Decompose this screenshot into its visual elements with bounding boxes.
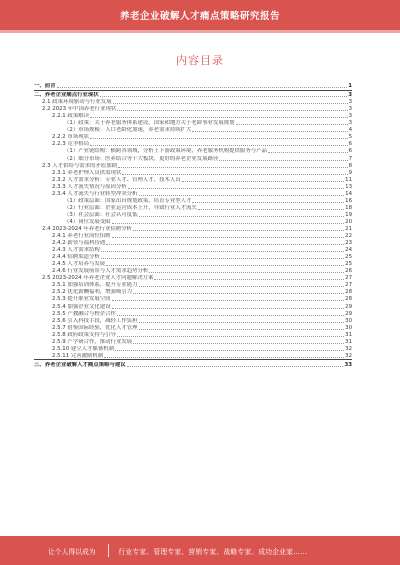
toc-entry[interactable] [34, 82, 352, 89]
toc-entry-text: 2.4.4 招聘渠道分析 [52, 254, 100, 261]
toc-entry-text: 2.5.11 完善激励机制 [52, 352, 104, 359]
toc-entry-text: 三、养老企业破解人才痛点策略与建议 [34, 361, 126, 368]
toc-leader-dots [115, 350, 344, 351]
toc-entry-text: （1）政策：关于养老服务体系建设，国家和地方关于老龄事业发展规划 [64, 120, 235, 127]
toc-entry[interactable] [34, 154, 352, 161]
toc-entry[interactable] [34, 295, 352, 302]
toc-entry[interactable] [34, 190, 352, 197]
toc-entry[interactable] [34, 119, 352, 126]
toc-leader-dots [236, 124, 348, 125]
toc-entry-text: 一、前言 [34, 83, 56, 90]
toc-entry-text: 2.5.9 产学研合作，推动行业发展 [52, 338, 133, 345]
toc-entry-text: 2.2.2 市场现状 [52, 134, 89, 141]
toc-entry-page: 16 [345, 197, 352, 204]
toc-entry-text: 2.5 2023-2024 年养老企业人才问题解决方案 [42, 275, 154, 282]
toc-entry-page: 30 [345, 324, 352, 331]
toc-entry-page: 32 [345, 345, 352, 352]
toc-entry[interactable] [34, 260, 352, 267]
toc-leader-dots [139, 322, 345, 323]
toc-entry[interactable] [34, 197, 352, 204]
toc-entry-page: 27 [345, 282, 352, 289]
toc-entry-page: 6 [348, 148, 352, 155]
toc-entry[interactable] [34, 361, 352, 368]
toc-leader-dots [219, 160, 347, 161]
toc-entry[interactable] [34, 345, 352, 352]
toc-heading: 内容目录 [176, 54, 224, 67]
header-divider [0, 30, 400, 33]
toc-entry[interactable] [34, 288, 352, 295]
footer-slogan: 让个人得以成为 [48, 547, 96, 556]
toc-entry-page: 26 [345, 268, 352, 275]
toc-entry-text: 2.4 2023-2024 年养老行业招聘分析 [42, 225, 132, 232]
toc-entry-text: 2.5.8 政府政策支持与引导 [52, 331, 116, 338]
toc-leader-dots [192, 131, 347, 132]
toc-leader-dots [90, 117, 348, 118]
toc-entry-page: 30 [345, 317, 352, 324]
toc-leader-dots [182, 181, 345, 182]
toc-entry[interactable] [34, 91, 352, 98]
toc-entry[interactable] [34, 331, 352, 338]
toc-leader-dots [112, 237, 345, 238]
toc-leader-dots [57, 87, 348, 88]
toc-entry-text: 2.4.6 行业发展前景与人才需求趋势分析 [52, 268, 149, 275]
toc-entry[interactable] [34, 126, 352, 133]
toc-entry-page: 28 [345, 296, 352, 303]
toc-entry-page: 3 [348, 92, 352, 99]
toc-entry-text: 2.2.3 竞争格局 [52, 141, 89, 148]
toc-leader-dots [90, 138, 348, 139]
toc-leader-dots [104, 357, 344, 358]
toc-leader-dots [117, 110, 347, 111]
toc-entry-text: （2）行业层面：企业运营成本上升，导致行业人才流失 [64, 204, 197, 211]
toc-entry-text: 2.4.1 养老行业岗位招聘 [52, 233, 111, 240]
toc-entry-page: 22 [345, 233, 352, 240]
toc-entry[interactable] [34, 338, 352, 345]
toc-leader-dots [139, 195, 345, 196]
toc-entry-page: 4 [348, 127, 352, 134]
toc-entry-page: 29 [345, 310, 352, 317]
toc-entry-text: （1）政策层面：国家出台规划政策，培育专业型人才 [64, 197, 192, 204]
toc-entry-page: 8 [348, 162, 352, 169]
toc-entry-text: 2.5.6 引入科技手段，减轻工作负担 [52, 317, 138, 324]
toc-leader-dots [117, 336, 344, 337]
toc-leader-dots [127, 366, 344, 367]
toc-leader-dots [149, 272, 344, 273]
toc-entry[interactable] [34, 352, 352, 359]
report-header [0, 0, 400, 30]
toc-entry-page: 11 [345, 176, 352, 183]
toc-leader-dots [154, 279, 344, 280]
toc-entry-page: 3 [348, 99, 352, 106]
toc-entry-page: 3 [348, 106, 352, 113]
toc-entry-page: 14 [345, 190, 352, 197]
toc-entry[interactable] [34, 310, 352, 317]
toc-entry-page: 33 [344, 361, 352, 368]
toc-entry[interactable] [34, 162, 352, 169]
toc-entry[interactable] [34, 140, 352, 147]
toc-entry-text: （2）市场规模：人口老龄化加速，养老需求持续扩大 [64, 127, 192, 134]
toc-entry-page: 23 [345, 240, 352, 247]
toc-entry-text: 2.5.3 提升职业发展空间 [52, 296, 111, 303]
toc-leader-dots [139, 216, 345, 217]
toc-entry-text: 2.5.7 借鉴国际经验，优化人才管理 [52, 324, 138, 331]
toc-entry[interactable] [34, 112, 352, 119]
toc-entry-page: 31 [345, 338, 352, 345]
toc-entry-text: 2.1 政策环境驱动与行业发展 [42, 99, 112, 106]
toc-entry[interactable] [34, 246, 352, 253]
toc-entry-text: 2.5.2 优化薪酬福利，增强吸引力 [52, 289, 133, 296]
toc-leader-dots [100, 96, 348, 97]
toc-leader-dots [117, 315, 344, 316]
toc-entry-text: 2.5.1 加强培训体系，提升专业能力 [52, 282, 138, 289]
toc-entry-page: 24 [345, 247, 352, 254]
toc-leader-dots [133, 293, 344, 294]
toc-entry[interactable] [34, 302, 352, 309]
report-footer [0, 536, 400, 565]
toc-entry-page: 9 [348, 169, 352, 176]
toc-entry-text: （1）产业链结构：横跨各领域，分析上下游政策环境，养老服务机构提供服务与产品 [64, 148, 267, 155]
toc-entry-text: 2.3.4 人才流失与行业转型冲突分析 [52, 190, 138, 197]
toc-entry-text: 2.5.4 加强企业文化建设 [52, 303, 111, 310]
toc-entry-page: 3 [348, 113, 352, 120]
toc-leader-dots [133, 343, 344, 344]
toc-entry[interactable] [34, 317, 352, 324]
toc-entry-text: 2.3 人才供给与需求的矛盾加剧 [42, 162, 117, 169]
toc-leader-dots [118, 167, 348, 168]
toc-entry[interactable] [34, 169, 352, 176]
toc-entry-text: 2.5.10 建立人才储备机制 [52, 345, 114, 352]
toc-entry-page: 6 [348, 141, 352, 148]
toc-leader-dots [133, 230, 344, 231]
toc-entry[interactable] [34, 324, 352, 331]
toc-entry-page: 19 [345, 211, 352, 218]
toc-leader-dots [112, 308, 345, 309]
toc-entry[interactable] [34, 274, 352, 281]
toc-entry-text: 2.3.1 养老护理人员供需现状 [52, 169, 122, 176]
toc-entry-text: 2.3.2 人才需求分析：专业人才、管理人才、技术人员 [52, 176, 181, 183]
toc-entry[interactable] [34, 232, 352, 239]
toc-entry[interactable] [34, 98, 352, 105]
toc-leader-dots [90, 145, 348, 146]
toc-leader-dots [122, 174, 347, 175]
toc-leader-dots [198, 209, 344, 210]
toc-leader-dots [268, 152, 348, 153]
toc-entry-text: （4）岗位发展受限 [64, 218, 111, 225]
toc-entry-text: （3）社会层面：社会认可度低 [64, 211, 138, 218]
toc-entry-text: （2）细分市场：医养结合等十大板块，更好的养老企业发展路径 [64, 155, 219, 162]
toc-entry-page: 20 [345, 218, 352, 225]
toc-entry[interactable] [34, 183, 352, 190]
toc-entry[interactable] [34, 239, 352, 246]
toc-entry-page: 28 [345, 289, 352, 296]
toc-leader-dots [192, 202, 344, 203]
toc-entry-page: 18 [345, 204, 352, 211]
toc-entry[interactable] [34, 225, 352, 232]
footer-divider [108, 544, 109, 557]
toc-leader-dots [101, 258, 344, 259]
table-of-contents [34, 82, 352, 368]
toc-entry-page: 21 [345, 225, 352, 232]
toc-leader-dots [139, 329, 345, 330]
toc-entry-text: 2.2 2023 年中国养老行业现状 [42, 106, 117, 113]
report-title: 养老企业破解人才痛点策略研究报告 [119, 11, 280, 22]
toc-leader-dots [128, 188, 344, 189]
toc-entry-page: 25 [345, 254, 352, 261]
toc-entry[interactable] [34, 267, 352, 274]
toc-entry-page: 5 [348, 134, 352, 141]
toc-entry-text: 二、养老企业痛点行业现状 [34, 92, 99, 99]
toc-entry[interactable] [34, 204, 352, 211]
toc-entry-page: 13 [345, 183, 352, 190]
toc-entry-text: 2.3.3 人才流失情况与原因分析 [52, 183, 127, 190]
toc-entry-page: 25 [345, 261, 352, 268]
toc-entry-page: 27 [345, 275, 352, 282]
toc-entry-page: 29 [345, 303, 352, 310]
toc-entry[interactable] [34, 133, 352, 140]
toc-entry-text: 2.4.2 薪资与福利待遇 [52, 240, 106, 247]
toc-leader-dots [106, 244, 344, 245]
toc-leader-dots [112, 300, 345, 301]
toc-entry-page: 32 [345, 352, 352, 359]
toc-entry[interactable] [34, 218, 352, 225]
toc-leader-dots [113, 103, 348, 104]
toc-entry-text: 2.2.1 政策解读 [52, 113, 89, 120]
toc-entry-page: 7 [348, 155, 352, 162]
toc-leader-dots [101, 251, 344, 252]
toc-entry-page: 3 [348, 120, 352, 127]
toc-entry-text: 2.5.5 产教融合与校企合作 [52, 310, 116, 317]
toc-leader-dots [112, 223, 345, 224]
toc-entry-text: 2.4.5 人才培养与发展 [52, 261, 106, 268]
toc-entry[interactable] [34, 281, 352, 288]
toc-entry[interactable] [34, 211, 352, 218]
footer-tagline: 行业专家、管理专家、营销专家、战略专家、成功企业家…… [118, 547, 308, 556]
toc-entry[interactable] [34, 147, 352, 154]
toc-entry[interactable] [34, 176, 352, 183]
toc-entry[interactable] [34, 253, 352, 260]
toc-entry-page: 31 [345, 331, 352, 338]
toc-leader-dots [106, 265, 344, 266]
toc-entry-page: 1 [348, 83, 352, 90]
toc-entry-text: 2.4.3 人才需求结构 [52, 247, 100, 254]
toc-leader-dots [139, 286, 345, 287]
toc-entry[interactable] [34, 105, 352, 112]
